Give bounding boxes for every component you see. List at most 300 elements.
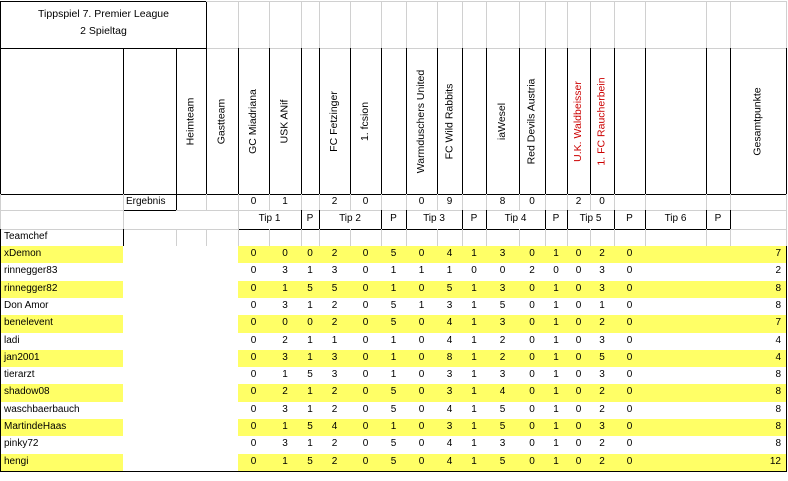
player-value: 1: [381, 333, 407, 351]
player-value: [706, 263, 731, 282]
player-value: 1: [462, 402, 487, 420]
player-total: 8: [730, 436, 787, 455]
team-header: [238, 48, 270, 195]
player-value: 1: [545, 419, 568, 437]
player-value: 0: [519, 419, 546, 437]
player-value: 0: [519, 281, 546, 299]
player-value: 0: [614, 419, 646, 437]
team-name: 1. fcsion: [359, 101, 372, 141]
player-value: 0: [301, 246, 320, 264]
player-value: 0: [567, 315, 591, 334]
player-value: 1: [319, 333, 351, 351]
player-value: 1: [301, 384, 320, 403]
player-total: 4: [730, 350, 787, 368]
teamchef-empty-cell: [319, 229, 351, 247]
player-value: 1: [545, 350, 568, 368]
player-value: [645, 298, 707, 316]
player-value: 3: [486, 367, 520, 385]
player-total: 8: [730, 281, 787, 299]
teamchef-empty-cell: [437, 229, 463, 247]
player-value: 0: [462, 263, 487, 282]
title-filler-cell: [590, 1, 615, 49]
ergebnis-value: 0: [519, 194, 546, 211]
player-value: 2: [319, 454, 351, 472]
player-value: 0: [238, 333, 270, 351]
team-name: Gastteam: [215, 98, 228, 144]
player-value: 0: [519, 315, 546, 334]
player-value: 0: [614, 281, 646, 299]
player-value: 0: [350, 436, 382, 455]
player-value: 0: [567, 263, 591, 282]
player-value: 0: [567, 333, 591, 351]
team-header: [176, 48, 207, 195]
tip-header: Tip 6: [645, 210, 707, 230]
player-value: 0: [350, 333, 382, 351]
player-name: hengi: [0, 454, 124, 472]
player-total: 12: [730, 454, 787, 472]
player-value: 1: [301, 402, 320, 420]
teamchef-empty-cell: [238, 229, 270, 247]
player-value: 4: [437, 402, 463, 420]
player-value: [645, 263, 707, 282]
player-value: 1: [381, 281, 407, 299]
header-empty-cell: [381, 48, 407, 195]
player-value: 1: [406, 298, 438, 316]
player-value: 1: [545, 281, 568, 299]
ergebnis-value: [730, 194, 787, 211]
teamchef-empty-cell: [545, 229, 568, 247]
team-name: iaWesel: [496, 102, 508, 140]
tip-header: Tip 3: [406, 210, 463, 230]
ergebnis-value: 1: [269, 194, 302, 211]
player-value: 2: [590, 402, 615, 420]
title-filler-cell: [545, 1, 568, 49]
title-filler-cell: [437, 1, 463, 49]
player-value: [645, 350, 707, 368]
team-name: U.K. Waldbeisser: [572, 80, 584, 162]
player-value: 0: [350, 315, 382, 334]
title-filler-cell: [269, 1, 302, 49]
team-name: Warmduschers United: [415, 69, 428, 173]
player-value: 1: [301, 436, 320, 455]
player-value: [706, 367, 731, 385]
player-gap-cell: [176, 298, 239, 316]
player-value: 0: [350, 384, 382, 403]
total-header-label: Gesamtpunkte: [751, 86, 764, 156]
player-gap-cell: [176, 367, 239, 385]
player-value: 0: [238, 263, 270, 282]
ergebnis-value: [614, 194, 646, 211]
player-value: 0: [269, 315, 302, 334]
player-value: 0: [519, 298, 546, 316]
team-header: [350, 48, 382, 195]
player-gap-cell: [176, 246, 239, 264]
player-gap-cell: [176, 454, 239, 472]
player-value: 0: [406, 315, 438, 334]
player-value: 3: [590, 281, 615, 299]
player-gap-cell: [176, 402, 239, 420]
player-gap-cell: [123, 384, 177, 403]
tip-left-cell: [0, 210, 124, 230]
player-value: 1: [462, 281, 487, 299]
player-value: 0: [614, 333, 646, 351]
player-value: 4: [437, 454, 463, 472]
title-filler-cell: [301, 1, 320, 49]
tip-header: Tip 4: [486, 210, 546, 230]
player-total: 8: [730, 402, 787, 420]
player-value: 2: [519, 263, 546, 282]
ergebnis-value: [706, 194, 731, 211]
player-value: 1: [545, 384, 568, 403]
header-corner: [0, 48, 124, 195]
teamchef-empty-cell: [614, 229, 646, 247]
team-header: [269, 48, 302, 195]
team-name: GC Miadriana: [247, 88, 259, 154]
teamchef-empty-cell: [269, 229, 302, 247]
player-value: 3: [319, 350, 351, 368]
player-value: 3: [269, 298, 302, 316]
player-value: 0: [519, 333, 546, 351]
teamchef-empty-cell: [301, 229, 320, 247]
ergebnis-value: 0: [350, 194, 382, 211]
player-gap-cell: [123, 367, 177, 385]
player-value: 0: [519, 454, 546, 472]
player-value: 0: [350, 298, 382, 316]
ergebnis-value: [206, 194, 239, 211]
teamchef-label: Teamchef: [0, 229, 124, 247]
player-value: 2: [319, 436, 351, 455]
player-value: 1: [462, 454, 487, 472]
header-empty-cell: [645, 48, 707, 195]
ergebnis-value: [301, 194, 320, 211]
ergebnis-value: [645, 194, 707, 211]
player-value: 2: [319, 402, 351, 420]
player-value: 0: [238, 315, 270, 334]
title-filler-cell: [462, 1, 487, 49]
player-value: 0: [406, 384, 438, 403]
player-value: 0: [406, 350, 438, 368]
player-gap-cell: [176, 315, 239, 334]
player-value: 1: [545, 246, 568, 264]
player-value: 1: [462, 350, 487, 368]
player-total: 4: [730, 333, 787, 351]
player-value: 3: [269, 436, 302, 455]
player-name: ladi: [0, 333, 124, 351]
player-value: 1: [437, 263, 463, 282]
player-value: 3: [437, 384, 463, 403]
header-empty-cell: [706, 48, 731, 195]
title-filler-cell: [486, 1, 520, 49]
player-value: 5: [381, 298, 407, 316]
title-filler-cell: [406, 1, 438, 49]
title-filler-cell: [614, 1, 646, 49]
team-name: Heimteam: [184, 97, 197, 145]
player-value: 3: [486, 246, 520, 264]
player-value: 0: [519, 367, 546, 385]
title-filler-cell: [381, 1, 407, 49]
teamchef-empty-cell: [486, 229, 520, 247]
player-gap-cell: [123, 454, 177, 472]
player-value: 3: [437, 367, 463, 385]
tip-header: Tip 1: [238, 210, 302, 230]
player-value: 0: [238, 402, 270, 420]
player-value: 1: [269, 281, 302, 299]
player-gap-cell: [176, 333, 239, 351]
title-filler-cell: [567, 1, 591, 49]
player-value: 0: [614, 454, 646, 472]
player-value: 0: [238, 298, 270, 316]
teamchef-empty-cell: [350, 229, 382, 247]
player-value: 1: [545, 436, 568, 455]
player-total: 8: [730, 419, 787, 437]
team-header: [519, 48, 546, 195]
player-value: 0: [406, 402, 438, 420]
player-total: 7: [730, 246, 787, 264]
player-value: 5: [301, 281, 320, 299]
teamchef-empty-cell: [406, 229, 438, 247]
player-value: [706, 246, 731, 264]
player-value: 1: [462, 419, 487, 437]
player-value: 5: [486, 402, 520, 420]
player-value: 0: [238, 436, 270, 455]
player-value: 0: [350, 454, 382, 472]
player-name: xDemon: [0, 246, 124, 264]
player-value: 2: [590, 246, 615, 264]
player-value: [645, 281, 707, 299]
player-gap-cell: [123, 419, 177, 437]
player-value: 5: [381, 315, 407, 334]
player-gap-cell: [176, 436, 239, 455]
player-name: shadow08: [0, 384, 124, 403]
player-value: 0: [238, 281, 270, 299]
player-gap-cell: [176, 350, 239, 368]
teamchef-gap: [123, 229, 177, 247]
player-total: 8: [730, 384, 787, 403]
ergebnis-value: [176, 194, 207, 211]
player-value: 0: [350, 402, 382, 420]
player-name: benelevent: [0, 315, 124, 334]
team-name: FC Fetzinger: [328, 90, 340, 152]
player-value: 5: [301, 367, 320, 385]
player-value: 1: [545, 333, 568, 351]
player-value: 5: [486, 298, 520, 316]
player-value: 5: [590, 350, 615, 368]
player-value: 1: [381, 419, 407, 437]
teamchef-empty-cell: [645, 229, 707, 247]
header-ergebnis-gap: [123, 48, 177, 195]
points-header: P: [381, 210, 407, 230]
player-value: 1: [381, 350, 407, 368]
player-value: 0: [350, 419, 382, 437]
player-value: 0: [614, 315, 646, 334]
team-header: [567, 48, 591, 195]
player-value: 4: [437, 436, 463, 455]
title-line-2: 2 Spieltag: [80, 25, 127, 37]
total-header: [730, 48, 787, 195]
ergebnis-left-cell: [0, 194, 124, 211]
tip-header: Tip 5: [567, 210, 615, 230]
player-value: 0: [614, 350, 646, 368]
player-value: 4: [437, 333, 463, 351]
player-value: [706, 350, 731, 368]
player-gap-cell: [176, 419, 239, 437]
player-value: 5: [301, 419, 320, 437]
player-total: 7: [730, 315, 787, 334]
player-value: 2: [590, 384, 615, 403]
tip-gap-cell: [123, 210, 239, 230]
player-value: 0: [614, 367, 646, 385]
tip-total-gap: [730, 210, 787, 230]
player-value: 0: [519, 402, 546, 420]
player-value: 0: [238, 367, 270, 385]
player-value: 0: [301, 315, 320, 334]
player-value: 3: [590, 333, 615, 351]
player-value: 0: [614, 384, 646, 403]
player-value: 3: [590, 419, 615, 437]
player-value: 0: [519, 384, 546, 403]
player-value: [706, 315, 731, 334]
player-value: 4: [437, 246, 463, 264]
player-value: [706, 454, 731, 472]
player-value: 2: [269, 384, 302, 403]
player-value: 0: [614, 298, 646, 316]
player-value: 5: [381, 384, 407, 403]
player-value: 3: [437, 419, 463, 437]
player-value: 0: [406, 367, 438, 385]
player-value: [645, 246, 707, 264]
player-value: 2: [319, 298, 351, 316]
player-gap-cell: [123, 350, 177, 368]
player-gap-cell: [123, 263, 177, 282]
player-value: 4: [437, 315, 463, 334]
player-value: 1: [406, 263, 438, 282]
player-value: 0: [614, 263, 646, 282]
player-gap-cell: [123, 315, 177, 334]
ergebnis-value: [545, 194, 568, 211]
player-value: 0: [519, 350, 546, 368]
player-gap-cell: [176, 384, 239, 403]
player-gap-cell: [123, 298, 177, 316]
player-value: 2: [590, 436, 615, 455]
header-empty-cell: [462, 48, 487, 195]
player-gap-cell: [176, 281, 239, 299]
player-value: 0: [269, 246, 302, 264]
player-total: 8: [730, 298, 787, 316]
player-value: 0: [567, 367, 591, 385]
player-value: 8: [437, 350, 463, 368]
teamchef-empty-cell: [590, 229, 615, 247]
teamchef-empty-cell: [519, 229, 546, 247]
player-value: 2: [319, 246, 351, 264]
team-name: USK ANif: [278, 99, 291, 143]
player-value: 2: [319, 384, 351, 403]
player-name: pinky72: [0, 436, 124, 455]
title-filler-cell: [350, 1, 382, 49]
player-value: [645, 367, 707, 385]
player-value: 0: [238, 384, 270, 403]
player-value: 0: [238, 350, 270, 368]
player-value: 5: [381, 454, 407, 472]
teamchef-empty-cell: [206, 229, 239, 247]
player-value: 5: [301, 454, 320, 472]
player-value: 3: [590, 263, 615, 282]
player-value: 0: [614, 436, 646, 455]
ergebnis-value: [381, 194, 407, 211]
player-value: 5: [319, 281, 351, 299]
player-value: 1: [462, 246, 487, 264]
teamchef-empty-cell: [462, 229, 487, 247]
player-value: 0: [567, 402, 591, 420]
player-name: jan2001: [0, 350, 124, 368]
player-value: [645, 436, 707, 455]
header-empty-cell: [301, 48, 320, 195]
ergebnis-value: 8: [486, 194, 520, 211]
player-value: 0: [238, 454, 270, 472]
player-value: 1: [301, 263, 320, 282]
title-filler-cell: [730, 1, 787, 49]
player-value: 2: [590, 454, 615, 472]
player-value: 3: [319, 263, 351, 282]
team-name: 1. FC Raucherbein: [595, 76, 608, 166]
player-value: 3: [590, 367, 615, 385]
player-value: 1: [301, 298, 320, 316]
player-gap-cell: [176, 263, 239, 282]
player-value: [706, 384, 731, 403]
player-value: 0: [406, 436, 438, 455]
player-value: 0: [406, 281, 438, 299]
player-value: 0: [486, 263, 520, 282]
player-gap-cell: [123, 436, 177, 455]
title-filler-cell: [319, 1, 351, 49]
player-value: 3: [437, 298, 463, 316]
player-value: 0: [350, 367, 382, 385]
team-header: [437, 48, 463, 195]
tip-header: Tip 2: [319, 210, 382, 230]
player-value: 4: [319, 419, 351, 437]
player-value: [645, 333, 707, 351]
player-value: 3: [269, 350, 302, 368]
ergebnis-value: 0: [590, 194, 615, 211]
player-value: 1: [590, 298, 615, 316]
player-value: 3: [269, 263, 302, 282]
player-value: 1: [301, 350, 320, 368]
ergebnis-value: 9: [437, 194, 463, 211]
player-value: 3: [486, 315, 520, 334]
player-value: 2: [486, 350, 520, 368]
player-value: [645, 419, 707, 437]
player-value: 1: [269, 419, 302, 437]
player-value: 0: [406, 333, 438, 351]
player-value: 5: [381, 436, 407, 455]
player-value: 1: [381, 263, 407, 282]
sheet-title: [0, 1, 207, 49]
player-gap-cell: [123, 333, 177, 351]
team-header: [486, 48, 520, 195]
player-value: 5: [437, 281, 463, 299]
teamchef-empty-cell: [567, 229, 591, 247]
player-value: 1: [462, 384, 487, 403]
player-value: [645, 402, 707, 420]
player-value: 1: [545, 454, 568, 472]
player-value: 5: [381, 402, 407, 420]
player-value: 0: [614, 246, 646, 264]
player-value: 1: [462, 298, 487, 316]
player-value: 3: [269, 402, 302, 420]
ergebnis-label: Ergebnis: [123, 194, 177, 211]
ergebnis-value: [462, 194, 487, 211]
player-value: 0: [238, 419, 270, 437]
player-value: [706, 298, 731, 316]
